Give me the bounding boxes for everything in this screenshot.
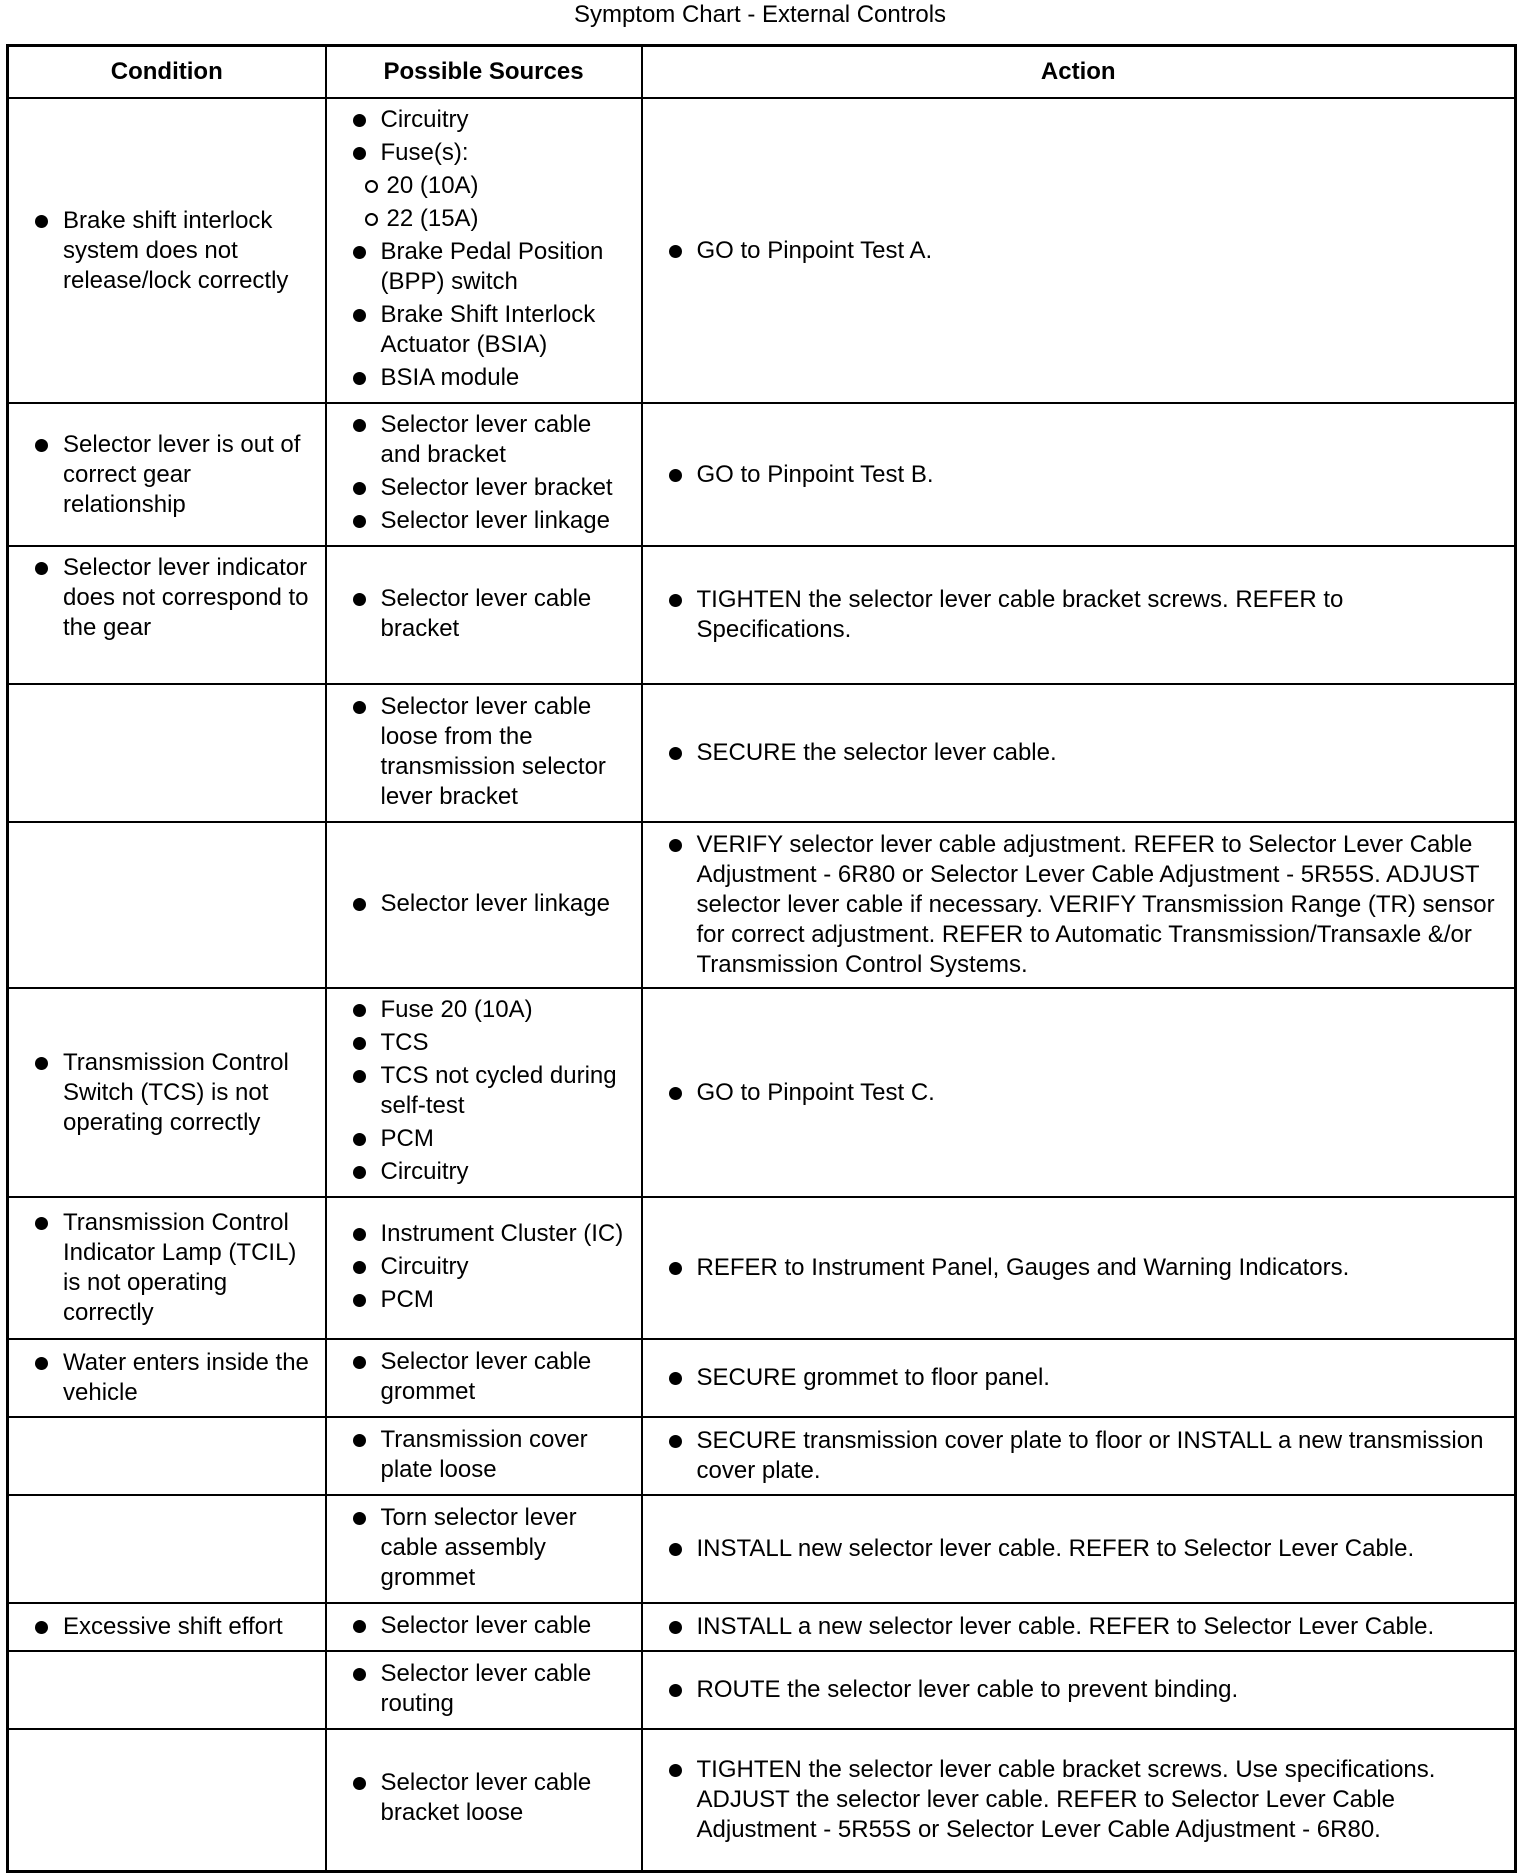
source-text: Torn selector lever cable assembly grommet bbox=[380, 1503, 577, 1591]
table-row bbox=[8, 403, 1516, 546]
table-row bbox=[8, 1729, 1516, 1871]
table-row bbox=[8, 98, 1516, 403]
action-list bbox=[653, 1363, 1505, 1393]
action-cell bbox=[642, 403, 1516, 546]
action-list bbox=[653, 460, 1505, 490]
condition-cell bbox=[8, 822, 326, 988]
source-item bbox=[337, 138, 631, 234]
sources-cell bbox=[326, 1603, 642, 1651]
action-text: GO to Pinpoint Test C. bbox=[653, 1078, 1505, 1108]
source-item bbox=[337, 692, 631, 812]
source-text: Transmission cover plate loose bbox=[380, 1425, 588, 1483]
condition-text: Transmission Control Indicator Lamp (TCIL) is not operating correctly bbox=[19, 1208, 315, 1328]
sources-cell bbox=[326, 546, 642, 684]
sources-list bbox=[337, 1768, 631, 1828]
source-item bbox=[337, 1611, 631, 1641]
table-row bbox=[8, 988, 1516, 1197]
condition-cell bbox=[8, 1197, 326, 1339]
source-item bbox=[337, 237, 631, 297]
source-item bbox=[337, 363, 631, 393]
condition-cell bbox=[8, 1651, 326, 1729]
condition-cell bbox=[8, 1729, 326, 1871]
source-text: Selector lever cable bracket bbox=[380, 584, 592, 642]
source-text: Circuitry bbox=[380, 1158, 469, 1185]
source-item bbox=[337, 506, 631, 536]
source-item bbox=[337, 1425, 631, 1485]
header-possible-sources: Possible Sources bbox=[326, 46, 642, 99]
sources-list bbox=[337, 1659, 631, 1719]
source-item bbox=[337, 1157, 631, 1187]
condition-cell bbox=[8, 1603, 326, 1651]
action-list bbox=[653, 738, 1505, 768]
action-text: ROUTE the selector lever cable to prevent binding. bbox=[653, 1675, 1505, 1705]
action-list bbox=[653, 1253, 1505, 1283]
source-item bbox=[337, 1252, 631, 1282]
header-action: Action bbox=[642, 46, 1516, 99]
sources-list bbox=[337, 584, 631, 644]
action-cell bbox=[642, 822, 1516, 988]
condition-cell bbox=[8, 403, 326, 546]
action-text: TIGHTEN the selector lever cable bracket screws. REFER to Specifications. bbox=[653, 585, 1505, 645]
sources-cell bbox=[326, 822, 642, 988]
table-row bbox=[8, 1197, 1516, 1339]
source-text: Selector lever cable loose from the transmission selector lever bracket bbox=[380, 692, 606, 810]
sources-list bbox=[337, 1219, 631, 1315]
source-text: Fuse 20 (10A) bbox=[380, 996, 533, 1023]
action-cell bbox=[642, 546, 1516, 684]
condition-cell bbox=[8, 546, 326, 684]
table-row bbox=[8, 546, 1516, 684]
source-item bbox=[337, 1347, 631, 1407]
action-text: SECURE transmission cover plate to floor or INSTALL a new transmission cover plate. bbox=[653, 1426, 1505, 1486]
page-title: Symptom Chart - External Controls bbox=[573, 1, 947, 28]
source-text: Circuitry bbox=[380, 106, 469, 133]
source-text: Fuse(s): bbox=[380, 139, 469, 166]
source-text: Selector lever cable bbox=[380, 1611, 592, 1639]
action-list bbox=[653, 1675, 1505, 1705]
source-item bbox=[337, 473, 631, 503]
source-text: Selector lever cable routing bbox=[380, 1659, 592, 1717]
source-item bbox=[337, 1219, 631, 1249]
action-list bbox=[653, 236, 1505, 266]
action-cell bbox=[642, 1339, 1516, 1417]
sources-cell bbox=[326, 988, 642, 1197]
source-text: Brake Shift Interlock Actuator (BSIA) bbox=[380, 301, 596, 358]
condition-cell bbox=[8, 1495, 326, 1603]
symptom-chart-table bbox=[6, 44, 1517, 1873]
condition-list bbox=[19, 1208, 315, 1328]
action-text: SECURE grommet to floor panel. bbox=[653, 1363, 1505, 1393]
source-sublist bbox=[337, 171, 631, 234]
sources-cell bbox=[326, 684, 642, 822]
condition-list bbox=[19, 553, 315, 643]
action-list bbox=[653, 1612, 1505, 1642]
sources-list bbox=[337, 995, 631, 1187]
table-row bbox=[8, 1417, 1516, 1495]
condition-text: Transmission Control Switch (TCS) is not operating correctly bbox=[19, 1048, 315, 1138]
condition-list bbox=[19, 430, 315, 520]
source-item bbox=[337, 1503, 631, 1593]
source-text: Circuitry bbox=[380, 1252, 469, 1280]
condition-cell bbox=[8, 1339, 326, 1417]
source-text: Instrument Cluster (IC) bbox=[380, 1219, 624, 1247]
condition-list bbox=[19, 1048, 315, 1138]
table-row bbox=[8, 1339, 1516, 1417]
condition-text: Brake shift interlock system does not release/lock correctly bbox=[19, 206, 315, 296]
source-text: PCM bbox=[380, 1285, 434, 1313]
sources-list bbox=[337, 1425, 631, 1485]
source-item bbox=[337, 300, 631, 360]
source-text: Selector lever cable and bracket bbox=[380, 411, 592, 468]
sources-list bbox=[337, 889, 631, 919]
sources-cell bbox=[326, 1417, 642, 1495]
source-text: Selector lever bracket bbox=[380, 474, 613, 501]
source-text: Selector lever cable grommet bbox=[380, 1347, 592, 1405]
sources-list bbox=[337, 1503, 631, 1593]
sources-list bbox=[337, 692, 631, 812]
condition-cell bbox=[8, 98, 326, 403]
sources-list bbox=[337, 1611, 631, 1641]
action-cell bbox=[642, 684, 1516, 822]
action-cell bbox=[642, 98, 1516, 403]
source-text: BSIA module bbox=[380, 364, 520, 391]
action-list bbox=[653, 1078, 1505, 1108]
table-row bbox=[8, 1651, 1516, 1729]
source-item bbox=[337, 1061, 631, 1121]
header-row bbox=[8, 46, 1516, 99]
chart-body bbox=[8, 98, 1516, 1871]
sources-cell bbox=[326, 98, 642, 403]
condition-text: Selector lever is out of correct gear relationship bbox=[19, 430, 315, 520]
source-text: Selector lever linkage bbox=[380, 507, 610, 534]
sources-cell bbox=[326, 1197, 642, 1339]
source-text: Selector lever cable bracket loose bbox=[380, 1769, 592, 1827]
condition-text: Water enters inside the vehicle bbox=[19, 1348, 315, 1408]
sources-list bbox=[337, 410, 631, 536]
action-cell bbox=[642, 1651, 1516, 1729]
source-text: TCS bbox=[380, 1029, 429, 1056]
table-row bbox=[8, 1495, 1516, 1603]
sources-cell bbox=[326, 403, 642, 546]
action-list bbox=[653, 585, 1505, 645]
source-item bbox=[337, 1659, 631, 1719]
action-text: SECURE the selector lever cable. bbox=[653, 738, 1505, 768]
action-text: REFER to Instrument Panel, Gauges and Warning Indicators. bbox=[653, 1253, 1505, 1283]
sources-list bbox=[337, 105, 631, 393]
condition-list bbox=[19, 1348, 315, 1408]
action-text: GO to Pinpoint Test A. bbox=[653, 236, 1505, 266]
source-text: Selector lever linkage bbox=[380, 889, 610, 917]
action-cell bbox=[642, 1417, 1516, 1495]
condition-text: Selector lever indicator does not correspond to the gear bbox=[19, 553, 315, 643]
action-list bbox=[653, 1426, 1505, 1486]
action-cell bbox=[642, 1729, 1516, 1871]
action-cell bbox=[642, 1197, 1516, 1339]
header-condition: Condition bbox=[8, 46, 326, 99]
source-item bbox=[337, 889, 631, 919]
condition-cell bbox=[8, 1417, 326, 1495]
sources-cell bbox=[326, 1339, 642, 1417]
source-item bbox=[337, 410, 631, 470]
source-text: Brake Pedal Position (BPP) switch bbox=[380, 238, 604, 295]
source-subitem: 20 (10A) bbox=[337, 171, 631, 201]
source-item bbox=[337, 1028, 631, 1058]
sources-cell bbox=[326, 1495, 642, 1603]
action-cell bbox=[642, 1603, 1516, 1651]
source-item bbox=[337, 1285, 631, 1315]
source-item bbox=[337, 1124, 631, 1154]
condition-list bbox=[19, 1612, 315, 1642]
action-text: VERIFY selector lever cable adjustment. REFER to Selector Lever Cable Adjustment - 6R80 or Selector Lever Cable Adjustment - 5R55S. ADJUST selector lever cable if necessary. VERIFY Transmission Range (TR) sensor for correct adjustment. REFER to Automatic Transmission/Transaxle &/or Transmission Control Systems. bbox=[653, 830, 1505, 980]
source-text: PCM bbox=[380, 1125, 434, 1152]
table-row bbox=[8, 1603, 1516, 1651]
action-cell bbox=[642, 1495, 1516, 1603]
condition-text: Excessive shift effort bbox=[19, 1612, 315, 1642]
sources-list bbox=[337, 1347, 631, 1407]
source-subitem: 22 (15A) bbox=[337, 204, 631, 234]
sources-cell bbox=[326, 1651, 642, 1729]
action-list bbox=[653, 1534, 1505, 1564]
sources-cell bbox=[326, 1729, 642, 1871]
condition-cell bbox=[8, 988, 326, 1197]
action-list bbox=[653, 830, 1505, 980]
condition-cell bbox=[8, 684, 326, 822]
source-item bbox=[337, 105, 631, 135]
action-text: INSTALL new selector lever cable. REFER to Selector Lever Cable. bbox=[653, 1534, 1505, 1564]
action-text: GO to Pinpoint Test B. bbox=[653, 460, 1505, 490]
action-list bbox=[653, 1755, 1505, 1845]
action-cell bbox=[642, 988, 1516, 1197]
condition-list bbox=[19, 206, 315, 296]
table-row bbox=[8, 684, 1516, 822]
source-item bbox=[337, 995, 631, 1025]
table-row bbox=[8, 822, 1516, 988]
action-text: INSTALL a new selector lever cable. REFER to Selector Lever Cable. bbox=[653, 1612, 1505, 1642]
source-item bbox=[337, 584, 631, 644]
source-item bbox=[337, 1768, 631, 1828]
source-text: TCS not cycled during self-test bbox=[380, 1062, 617, 1119]
action-text: TIGHTEN the selector lever cable bracket screws. Use specifications. ADJUST the selector lever cable. REFER to Selector Lever Cable Adjustment - 5R55S or Selector Lever Cable Adjustment - 6R80. bbox=[653, 1755, 1505, 1845]
